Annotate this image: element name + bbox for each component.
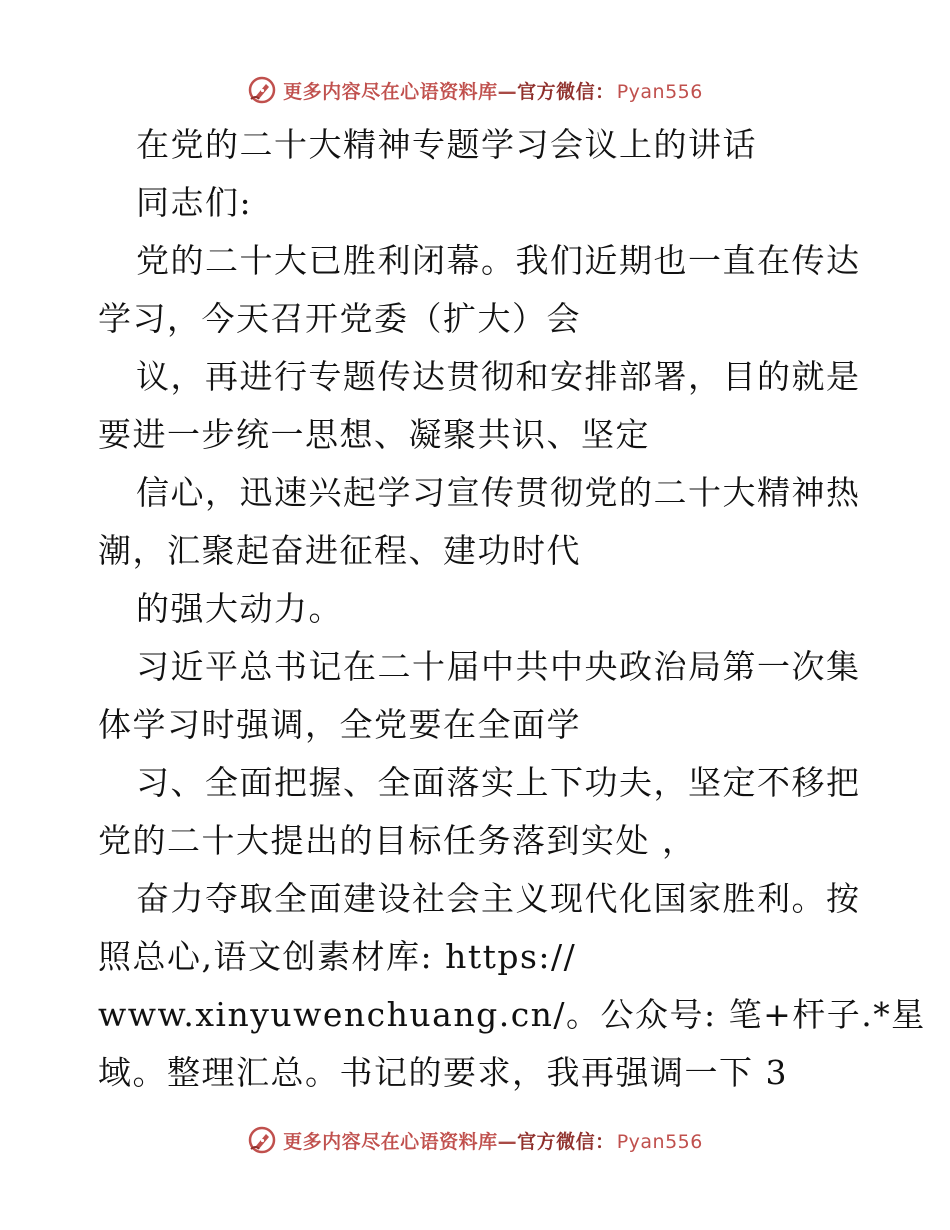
document-body: [98, 116, 926, 1102]
text-line: 议，再进行专题传达贯彻和安排部署，目的就是: [136, 357, 861, 396]
header-watermark: [0, 70, 950, 110]
document-title: 在党的二十大精神专题学习会议上的讲话: [136, 125, 757, 164]
text-line: www.xinyuwenchuang.cn/。公众号: 笔+杆子.*星: [98, 995, 926, 1034]
text-line: 习、全面把握、全面落实上下功夫，坚定不移把: [136, 763, 861, 802]
footer-watermark: [0, 1120, 950, 1160]
watermark-account: Pyan556: [616, 1130, 703, 1153]
watermark-label: 官方微信：: [517, 1130, 615, 1153]
watermark-separator: —: [497, 1130, 518, 1153]
pen-nib-circle-icon: [247, 75, 277, 105]
watermark-account: Pyan556: [616, 80, 703, 103]
text-line: 学习，今天召开党委（扩大）会: [98, 299, 581, 338]
text-line: 习近平总书记在二十届中共中央政治局第一次集: [136, 647, 861, 686]
pen-nib-circle-icon: [247, 1125, 277, 1155]
watermark-text: [283, 1127, 703, 1154]
text-line: 信心，迅速兴起学习宣传贯彻党的二十大精神热: [136, 473, 861, 512]
text-line: 党的二十大已胜利闭幕。我们近期也一直在传达: [136, 241, 861, 280]
watermark-site: 更多内容尽在心语资料库: [283, 1130, 498, 1153]
text-line: 要进一步统一思想、凝聚共识、坚定: [98, 415, 650, 454]
text-line: 域。整理汇总。书记的要求，我再强调一下 3: [98, 1053, 788, 1092]
text-line: 奋力夺取全面建设社会主义现代化国家胜利。按: [136, 879, 861, 918]
salutation: 同志们:: [136, 183, 253, 222]
watermark-site: 更多内容尽在心语资料库: [283, 80, 498, 103]
text-line: 党的二十大提出的目标任务落到实处 ，: [98, 821, 697, 860]
text-line: 照总心,语文创素材库: https://: [98, 937, 577, 976]
watermark-label: 官方微信：: [517, 80, 615, 103]
text-line: 潮，汇聚起奋进征程、建功时代: [98, 531, 581, 570]
watermark-separator: —: [497, 80, 518, 103]
watermark-text: [283, 77, 703, 104]
text-line: 体学习时强调，全党要在全面学: [98, 705, 581, 744]
text-line: 的强大动力。: [136, 589, 343, 628]
